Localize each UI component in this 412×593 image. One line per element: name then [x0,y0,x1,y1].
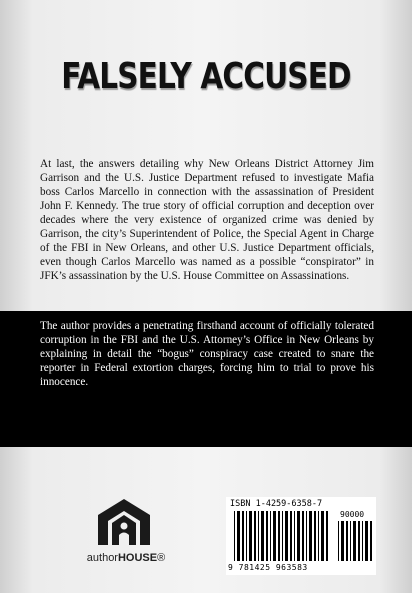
ean-digits: 9 781425 963583 [228,563,308,572]
publisher-name [86,552,166,564]
book-title: FALSELY ACCUSED [61,56,351,97]
publisher-registered-mark: ® [157,552,166,564]
publisher-name-part2: HOUSE [117,552,158,564]
author-description-paragraph: The author provides a penetrating firsthand account of officially tolerated corruption in the FBI and the U.S. Attorney’s Office in New Orleans by explaining in detail the “bogus” conspiracy case created to snare the reporter in Federal extortion charges, forcing him to trial to prove his innocence. [40,320,374,388]
publisher-name-part1: author [86,552,118,564]
isbn-label: ISBN 1-4259-6358-7 [230,499,323,509]
barcode-addon-number: 90000 [340,510,365,519]
black-band [0,311,412,447]
authorhouse-logo-icon [94,497,154,547]
synopsis-paragraph: At last, the answers detailing why New Orleans District Attorney Jim Garrison and the U.S. Justice Department refused to investigate Mafia boss Carlos Marcello in connection with the assassination of President John F. Kennedy. The true story of official corruption and deception over decades where the very existence of organized crime was denied by Garrison, the city’s Superintendent of Police, the Special Agent in Charge of the FBI in New Orleans, and other U.S. Justice Department officials, even though Carlos Marcello was named as a possible “conspirator” in JFK’s assassination by the U.S. House Committee on Assassinations. [40,158,374,282]
isbn-barcode [226,497,376,575]
